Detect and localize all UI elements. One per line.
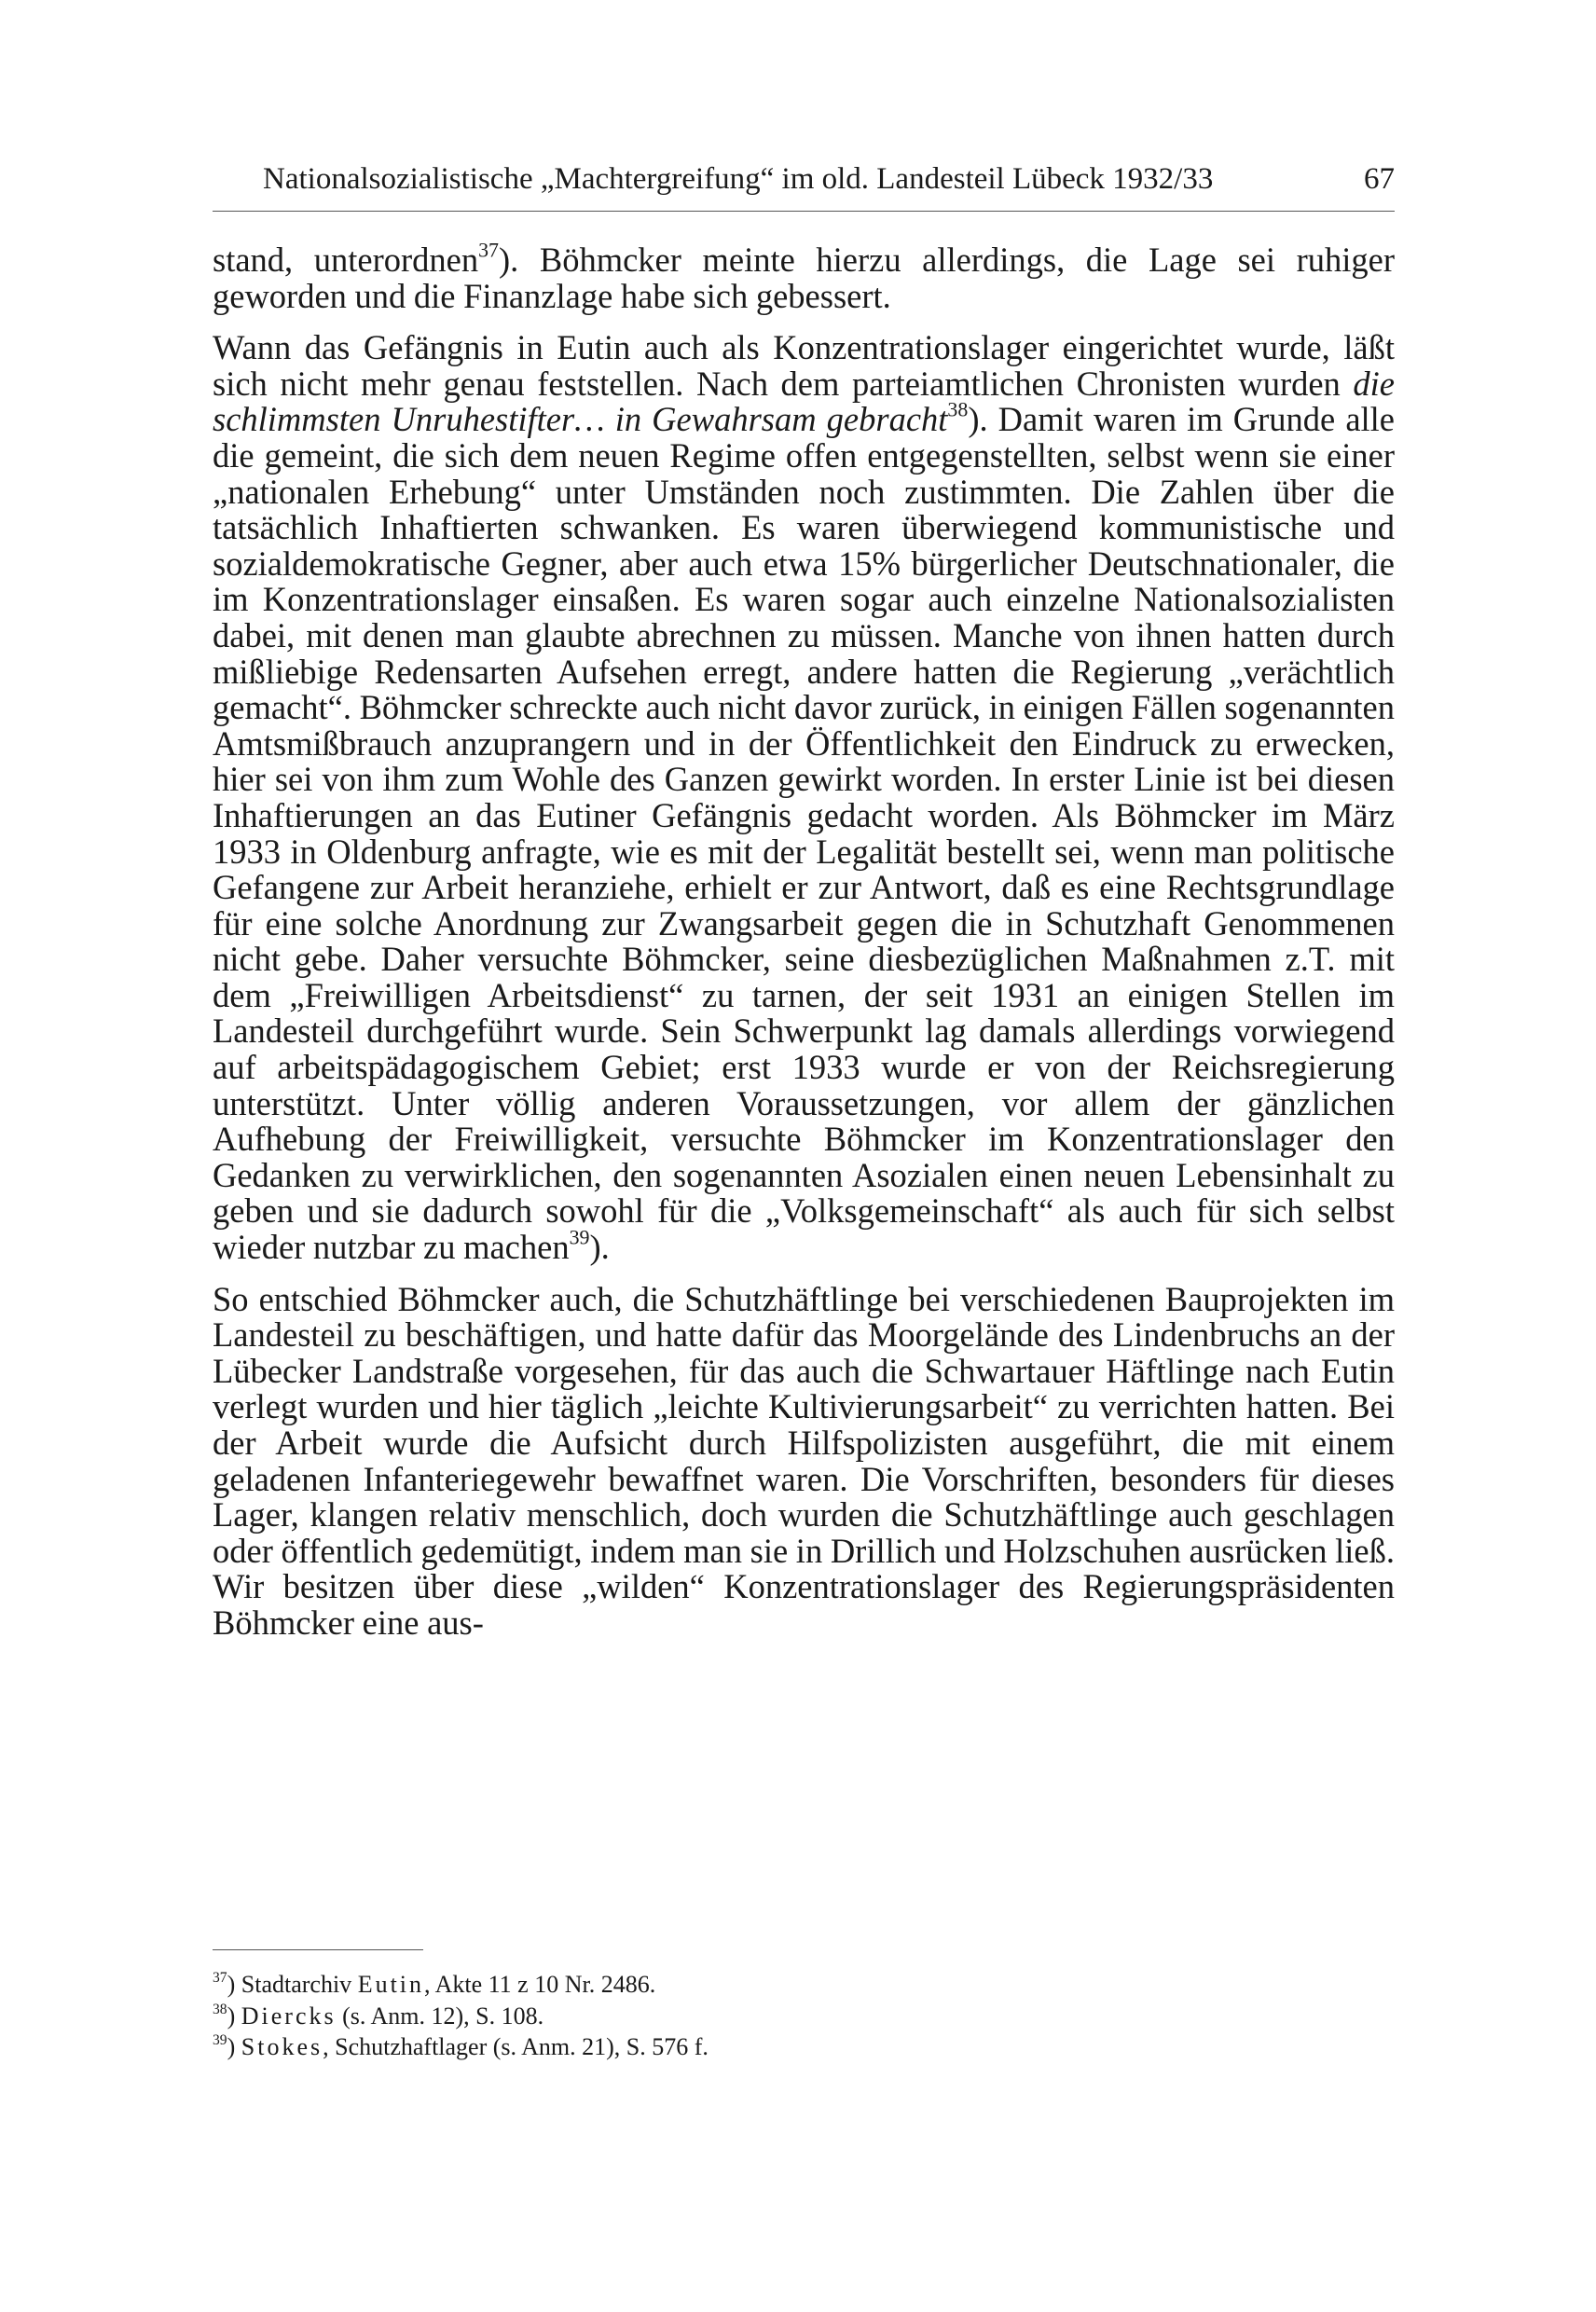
footnote-text: , Akte 11 z 10 Nr. 2486.: [424, 1971, 656, 1998]
footnotes: [213, 1969, 1395, 2063]
paragraph: [213, 330, 1395, 1265]
paragraph: [213, 1279, 1395, 1642]
page-number: 67: [1364, 162, 1395, 196]
running-header: [213, 157, 1395, 201]
header-rule: [213, 211, 1395, 212]
text-segment: ). Damit waren im Grunde alle die gemeint, die sich dem neuen Regime offen entgegenstellten, selbst wenn sie einer „nationalen Erhebung“ unter Umständen noch zustimmten. Die Zahlen über die tatsächlich Inhaftierten schwanken. Es waren überwiegend kommunistische und sozialdemokratische Gegner, aber auch etwa 15% bürgerlicher Deutschnationaler, die im Konzentrationslager einsaßen. Es waren sogar auch einzelne Nationalsozialisten dabei, mit denen man glaubte abrechnen zu müssen. Manche von ihnen hatten durch mißliebige Redensarten Aufsehen erregt, andere hatten die Regierung „verächtlich gemacht“. Böhmcker schreckte auch nicht davor zurück, in einigen Fällen sogenannten Amtsmißbrauch anzuprangern und in der Öffentlichkeit den Eindruck zu erwecken, hier sei von ihm zum Wohle des Ganzen gewirkt worden. In erster Linie ist bei diesen Inhaftierungen an das Eutiner Gefängnis gedacht worden. Als Böhmcker im März 1933 in Oldenburg anfragte, wie es mit der Legalität bestellt sei, wenn man politische Gefangene zur Arbeit heranziehe, erhielt er zur Antwort, daß es eine Rechtsgrundlage für eine solche Anordnung zur Zwangsarbeit gegen die in Schutzhaft Genommenen nicht gebe. Daher versuchte Böhmcker, seine diesbezüglichen Maßnahmen z.T. mit dem „Freiwilligen Arbeitsdienst“ zu tarnen, der seit 1931 an einigen Stellen im Landesteil durchgeführt wurde. Sein Schwerpunkt lag damals allerdings vorwiegend auf arbeitspädagogischem Gebiet; erst 1933 wurde er von der Reichsregierung unterstützt. Unter völlig anderen Voraussetzungen, vor allem der gänzlichen Aufhebung der Freiwilligkeit, versuchte Böhmcker im Konzentrationslager den Gedanken zu verwirklichen, den sogenannten Asozialen einen neuen Lebensinhalt zu geben und sie dadurch sowohl für die „Volksgemeinschaft“ als auch für sich selbst wieder nutzbar zu machen: [213, 400, 1395, 1267]
running-header-title: Nationalsozialistische „Machtergreifung“ im old. Landesteil Lübeck 1932/33: [263, 162, 1214, 196]
footnote: $^{38}$) Diercks (s. Anm. 12), S. 108.: [213, 2001, 544, 2030]
italic-quote: die schlimmsten Unruhestifter… in Gewahrsam gebracht: [213, 364, 1395, 439]
text-segment: Wann das Gefängnis in Eutin auch als Konzentrationslager eingerichtet wurde, läßt sich nicht mehr genau feststellen. Nach dem parteiamtlichen Chronisten wurden: [213, 328, 1395, 403]
footnote-text: Stadtarchiv: [241, 1971, 358, 1998]
text-segment: ).: [589, 1228, 610, 1267]
footnote-reference: 39: [569, 1225, 590, 1249]
footnote: $^{39}$) Stokes, Schutzhaftlager (s. Anm. 21), S. 576 f.: [213, 2032, 709, 2060]
footnote-reference: 38: [947, 398, 969, 422]
footnote-number: 37: [213, 1970, 227, 1987]
footnote-author: Eutin: [357, 1971, 425, 1998]
footnote-text: (s. Anm. 12), S. 108.: [336, 2002, 544, 2030]
footnote-number: 38: [213, 2001, 227, 2017]
text-segment: stand, unterordnen: [213, 241, 479, 279]
footnote-reference: 37: [478, 238, 499, 262]
footnote-rule: [213, 1949, 423, 1950]
text-segment: ). Böhmcker meinte hierzu allerdings, die Lage sei ruhiger geworden und die Finanzlage habe sich gebessert.: [213, 241, 1395, 315]
footnote-author: Stokes: [241, 2033, 323, 2060]
footnote-number: 39: [213, 2032, 227, 2049]
body-text: [213, 238, 1395, 1658]
footnote-author: Diercks: [241, 2002, 337, 2030]
footnote: $^{37}$) Stadtarchiv Eutin, Akte 11 z 10 Nr. 2486.: [213, 1970, 656, 1998]
paragraph: [213, 238, 1395, 315]
footnote-text: , Schutzhaftlager (s. Anm. 21), S. 576 f.: [323, 2033, 709, 2060]
text-segment: So entschied Böhmcker auch, die Schutzhäftlinge bei verschiedenen Bauprojekten im Landesteil zu beschäftigen, und hatte dafür das Moorgelände des Lindenbruchs an der Lübecker Landstraße vorgesehen, für das auch die Schwartauer Häftlinge nach Eutin verlegt wurden und hier täglich „leichte Kultivierungsarbeit“ zu verrichten hatten. Bei der Arbeit wurde die Aufsicht durch Hilfspolizisten ausgeführt, die mit einem geladenen Infanteriegewehr bewaffnet waren. Die Vorschriften, besonders für dieses Lager, klangen relativ menschlich, doch wurden die Schutzhäftlinge auch geschlagen oder öffentlich gedemütigt, indem man sie in Drillich und Holzschuhen ausrücken ließ. Wir besitzen über diese „wilden“ Konzentrationslager des Regierungspräsidenten Böhmcker eine aus-: [213, 1279, 1395, 1642]
